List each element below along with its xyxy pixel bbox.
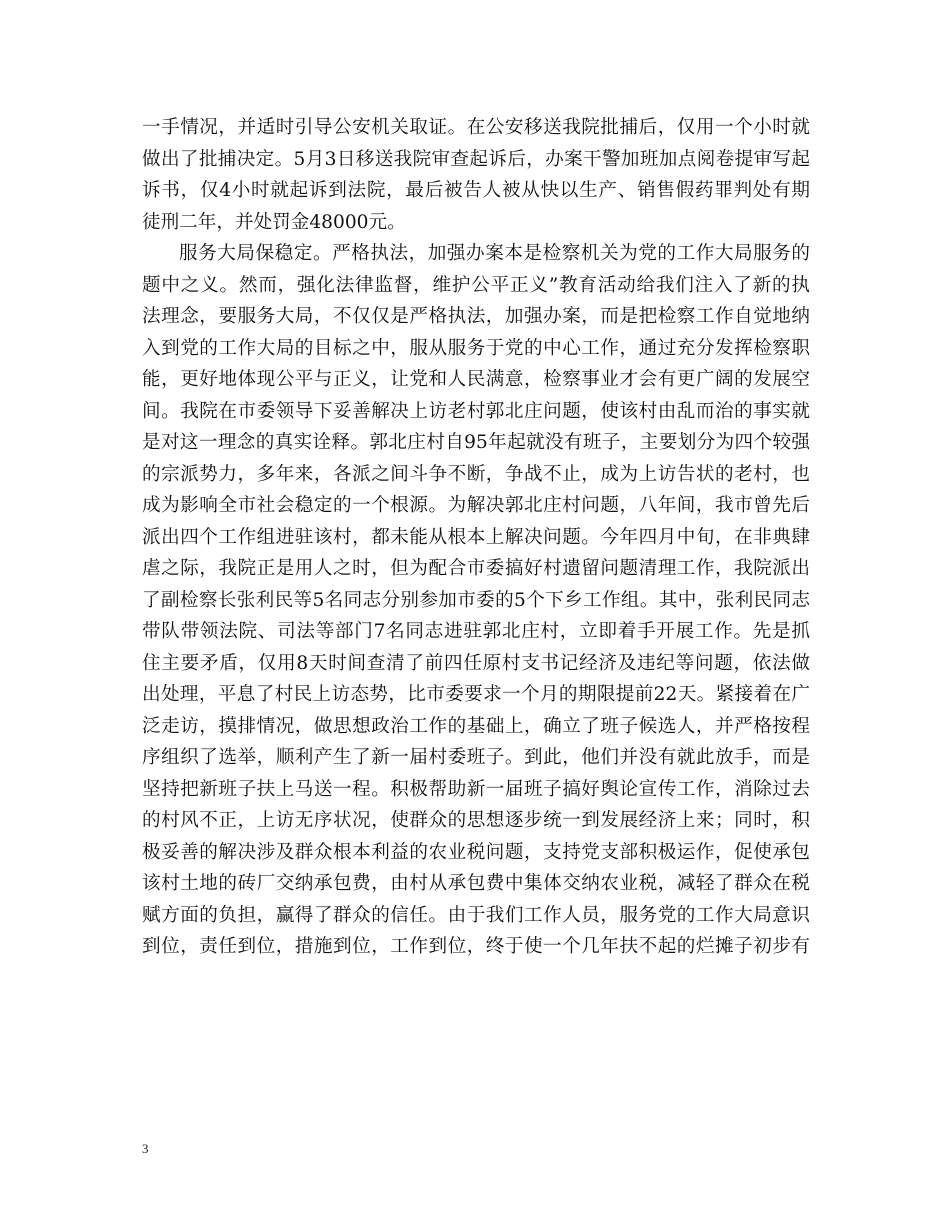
text-line: 极妥善的解决涉及群众根本利益的农业税问题，支持党支部积极运作，促使承包	[142, 841, 810, 863]
paragraph-2	[142, 238, 810, 963]
text-line: 坚持把新班子扶上马送一程。积极帮助新一届班子搞好舆论宣传工作，消除过去	[142, 778, 810, 800]
text-line: 服务大局保稳定。严格执法，加强办案本是检察机关为党的工作大局服务的	[179, 243, 810, 264]
text-line: 间。我院在市委领导下妥善解决上访老村郭北庄问题，使该村由乱而治的事实就	[142, 400, 810, 422]
text-line: 了副检察长张利民等5名同志分别参加市委的5个下乡工作组。其中，张利民同志	[142, 589, 810, 611]
body-text	[142, 112, 810, 963]
text-line: 住主要矛盾，仅用8天时间查清了前四任原村支书记经济及违纪等问题，依法做	[142, 652, 810, 674]
text-line: 能，更好地体现公平与正义，让党和人民满意，检察事业才会有更广阔的发展空	[142, 369, 810, 390]
text-line: 该村土地的砖厂交纳承包费，由村从承包费中集体交纳农业税，减轻了群众在税	[142, 873, 810, 894]
text-line: 泛走访，摸排情况，做思想政治工作的基础上，确立了班子候选人，并严格按程	[142, 715, 810, 737]
text-line: 徒刑二年，并处罚金48000元。	[142, 211, 406, 233]
text-line: 派出四个工作组进驻该村，都未能从根本上解决问题。今年四月中旬，在非典肆	[142, 526, 810, 548]
text-line: 序组织了选举，顺利产生了新一届村委班子。到此，他们并没有就此放手，而是	[142, 747, 810, 768]
text-line: 法理念，要服务大局，不仅仅是严格执法，加强办案，而是把检察工作自觉地纳	[142, 306, 810, 327]
paragraph-1	[142, 112, 810, 238]
text-line: 做出了批捕决定。5月3日移送我院审查起诉后，办案干警加班加点阅卷提审写起	[142, 148, 810, 170]
text-line: 的村风不正，上访无序状况，使群众的思想逐步统一到发展经济上来；同时，积	[142, 810, 810, 831]
text-line: 出处理，平息了村民上访态势，比市委要求一个月的期限提前22天。紧接着在广	[142, 684, 810, 705]
text-line: 虐之际，我院正是用人之时，但为配合市委搞好村遗留问题清理工作，我院派出	[142, 558, 810, 579]
text-line: 到位，责任到位，措施到位，工作到位，终于使一个几年扶不起的烂摊子初步有	[142, 936, 810, 957]
text-line: 题中之义。然而，强化法律监督，维护公平正义”教育活动给我们注入了新的执	[142, 274, 810, 296]
text-line: 诉书，仅4小时就起诉到法院，最后被告人被从快以生产、销售假药罪判处有期	[142, 180, 810, 201]
text-line: 赋方面的负担，赢得了群众的信任。由于我们工作人员，服务党的工作大局意识	[142, 904, 810, 926]
text-line: 是对这一理念的真实诠释。郭北庄村自95年起就没有班子，主要划分为四个较强	[142, 432, 810, 453]
text-line: 入到党的工作大局的目标之中，服从服务于党的中心工作，通过充分发挥检察职	[142, 337, 810, 359]
text-line: 成为影响全市社会稳定的一个根源。为解决郭北庄村问题，八年间，我市曾先后	[142, 495, 810, 516]
text-line: 带队带领法院、司法等部门7名同志进驻郭北庄村，立即着手开展工作。先是抓	[142, 621, 810, 642]
page-number: 3	[142, 1141, 149, 1156]
text-line: 的宗派势力，多年来，各派之间斗争不断，争战不止，成为上访告状的老村，也	[142, 463, 810, 485]
text-line: 一手情况，并适时引导公安机关取证。在公安移送我院批捕后，仅用一个小时就	[142, 117, 810, 138]
